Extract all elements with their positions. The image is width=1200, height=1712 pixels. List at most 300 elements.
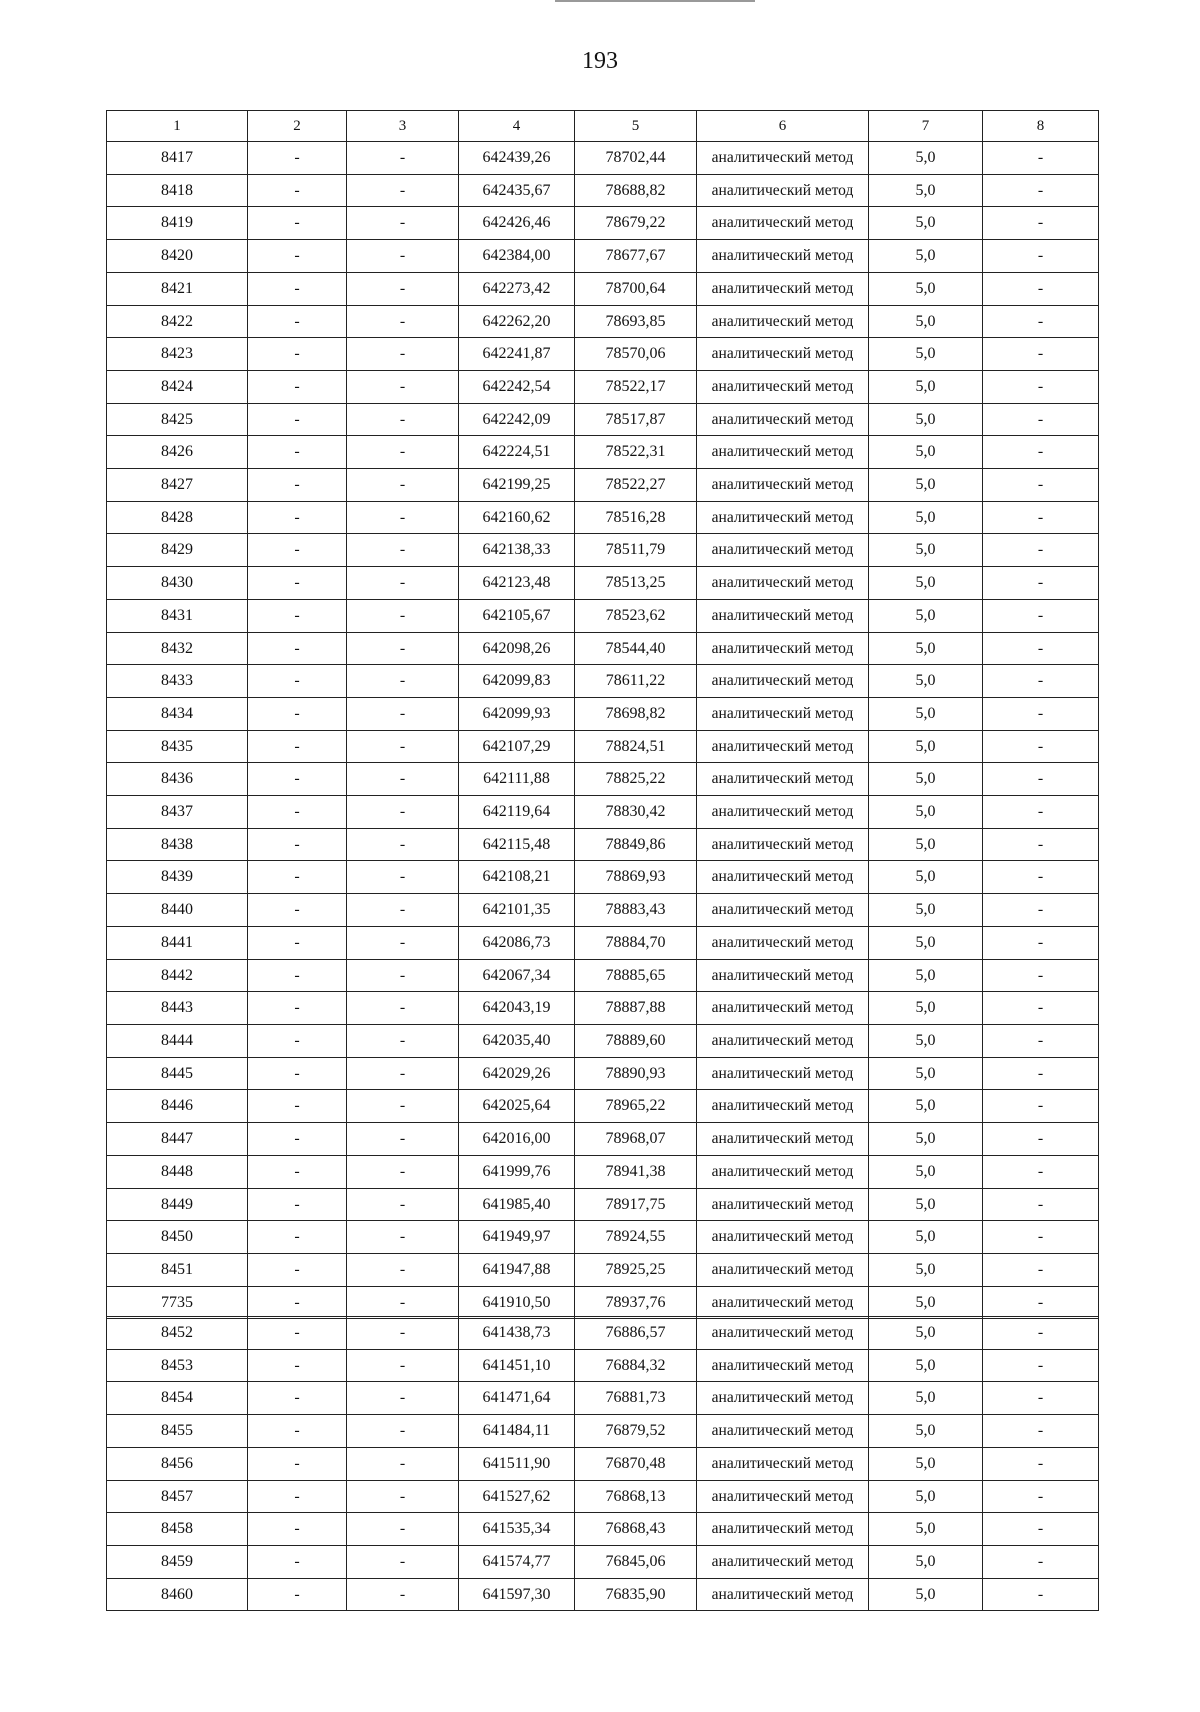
table-cell: аналитический метод <box>697 1513 869 1546</box>
table-cell: 5,0 <box>869 1382 983 1415</box>
table-cell: - <box>983 1155 1099 1188</box>
table-cell: 641451,10 <box>459 1349 575 1382</box>
table-cell: аналитический метод <box>697 207 869 240</box>
table-cell: аналитический метод <box>697 174 869 207</box>
table-cell: - <box>983 1382 1099 1415</box>
table-cell: 642273,42 <box>459 272 575 305</box>
table-row <box>107 665 1099 698</box>
table-cell: аналитический метод <box>697 1155 869 1188</box>
table-cell: - <box>983 1578 1099 1611</box>
table-cell: - <box>983 1349 1099 1382</box>
table-cell: - <box>248 796 347 829</box>
table-cell: 78968,07 <box>575 1123 697 1156</box>
table-cell: 8428 <box>107 501 248 534</box>
table-cell: 76884,32 <box>575 1349 697 1382</box>
table-cell: 78688,82 <box>575 174 697 207</box>
table-cell: 642099,93 <box>459 697 575 730</box>
table-cell: - <box>983 763 1099 796</box>
table-cell: 8430 <box>107 567 248 600</box>
table-cell: аналитический метод <box>697 1447 869 1480</box>
table-cell: аналитический метод <box>697 632 869 665</box>
table-cell: 8458 <box>107 1513 248 1546</box>
table-cell: - <box>347 1221 459 1254</box>
table-cell: - <box>983 1253 1099 1286</box>
table-cell: аналитический метод <box>697 894 869 927</box>
table-cell: 641471,64 <box>459 1382 575 1415</box>
table-cell: 78925,25 <box>575 1253 697 1286</box>
table-cell: 5,0 <box>869 796 983 829</box>
table-cell: - <box>248 1382 347 1415</box>
table-cell: - <box>983 665 1099 698</box>
table-cell: 642224,51 <box>459 436 575 469</box>
table-row <box>107 501 1099 534</box>
table-cell: 78570,06 <box>575 338 697 371</box>
table-cell: 5,0 <box>869 1480 983 1513</box>
table-cell: - <box>983 599 1099 632</box>
table-cell: 8433 <box>107 665 248 698</box>
table-row <box>107 959 1099 992</box>
table-cell: аналитический метод <box>697 305 869 338</box>
table-cell: - <box>248 1188 347 1221</box>
header-cell: 8 <box>983 111 1099 142</box>
table-cell: 5,0 <box>869 599 983 632</box>
table-cell: 5,0 <box>869 1155 983 1188</box>
table-cell: - <box>248 1578 347 1611</box>
table-cell: 8441 <box>107 926 248 959</box>
table-cell: 8427 <box>107 469 248 502</box>
table-cell: аналитический метод <box>697 469 869 502</box>
table-cell: 642086,73 <box>459 926 575 959</box>
table-cell: - <box>347 763 459 796</box>
header-cell: 2 <box>248 111 347 142</box>
table-cell: 642035,40 <box>459 1024 575 1057</box>
table-cell: 8445 <box>107 1057 248 1090</box>
table-cell: - <box>248 632 347 665</box>
table-cell: 5,0 <box>869 436 983 469</box>
table-cell: - <box>248 174 347 207</box>
header-cell: 5 <box>575 111 697 142</box>
table-cell: 642043,19 <box>459 992 575 1025</box>
table-cell: 76868,13 <box>575 1480 697 1513</box>
table-cell: - <box>248 1286 347 1319</box>
table-cell: - <box>347 1349 459 1382</box>
table-cell: 642107,29 <box>459 730 575 763</box>
table-row <box>107 174 1099 207</box>
table-row <box>107 534 1099 567</box>
table-row <box>107 828 1099 861</box>
table-cell: - <box>248 469 347 502</box>
table-cell: 8421 <box>107 272 248 305</box>
table-row <box>107 1317 1099 1350</box>
table-cell: 5,0 <box>869 207 983 240</box>
table-cell: 641438,73 <box>459 1317 575 1350</box>
table-cell: 8423 <box>107 338 248 371</box>
table-cell: 78522,27 <box>575 469 697 502</box>
table-cell: - <box>347 567 459 600</box>
table-cell: аналитический метод <box>697 665 869 698</box>
table-cell: 642108,21 <box>459 861 575 894</box>
table-cell: аналитический метод <box>697 1349 869 1382</box>
table-cell: 642067,34 <box>459 959 575 992</box>
table-cell: - <box>983 403 1099 436</box>
table-cell: 641999,76 <box>459 1155 575 1188</box>
table-cell: 78965,22 <box>575 1090 697 1123</box>
table-cell: аналитический метод <box>697 992 869 1025</box>
table-cell: - <box>347 926 459 959</box>
table-cell: аналитический метод <box>697 534 869 567</box>
table-cell: аналитический метод <box>697 370 869 403</box>
table-cell: 8442 <box>107 959 248 992</box>
table-row <box>107 894 1099 927</box>
table-cell: 78522,17 <box>575 370 697 403</box>
table-cell: аналитический метод <box>697 1317 869 1350</box>
table-cell: 8446 <box>107 1090 248 1123</box>
table-cell: 8418 <box>107 174 248 207</box>
table-cell: - <box>983 1447 1099 1480</box>
table-cell: - <box>983 796 1099 829</box>
table-cell: аналитический метод <box>697 1057 869 1090</box>
table-cell: 78513,25 <box>575 567 697 600</box>
table-cell: 78702,44 <box>575 142 697 175</box>
table-cell: аналитический метод <box>697 1090 869 1123</box>
table-cell: 5,0 <box>869 992 983 1025</box>
table-cell: 5,0 <box>869 403 983 436</box>
table-cell: 642111,88 <box>459 763 575 796</box>
table-cell: 8419 <box>107 207 248 240</box>
table-cell: - <box>983 894 1099 927</box>
table-cell: аналитический метод <box>697 501 869 534</box>
table-cell: 78924,55 <box>575 1221 697 1254</box>
table-cell: - <box>248 665 347 698</box>
table-cell: 76870,48 <box>575 1447 697 1480</box>
table-row <box>107 142 1099 175</box>
table-cell: - <box>983 469 1099 502</box>
table-cell: 5,0 <box>869 240 983 273</box>
table-cell: 5,0 <box>869 697 983 730</box>
table-row <box>107 305 1099 338</box>
table-cell: 5,0 <box>869 1447 983 1480</box>
table-cell: - <box>347 436 459 469</box>
top-edge-rule <box>555 0 755 2</box>
table-cell: - <box>248 1253 347 1286</box>
table-cell: - <box>983 926 1099 959</box>
table-cell: 642115,48 <box>459 828 575 861</box>
table-cell: 5,0 <box>869 305 983 338</box>
table-cell: - <box>983 272 1099 305</box>
table-cell: аналитический метод <box>697 959 869 992</box>
table-cell: 78885,65 <box>575 959 697 992</box>
table-row <box>107 1057 1099 1090</box>
header-cell: 4 <box>459 111 575 142</box>
table-cell: - <box>347 1480 459 1513</box>
table-cell: 8457 <box>107 1480 248 1513</box>
table-cell: 8431 <box>107 599 248 632</box>
table-cell: - <box>983 567 1099 600</box>
table-cell: 8444 <box>107 1024 248 1057</box>
table-cell: 5,0 <box>869 534 983 567</box>
table-cell: 5,0 <box>869 1578 983 1611</box>
table-cell: 78517,87 <box>575 403 697 436</box>
table-row <box>107 370 1099 403</box>
table-cell: - <box>347 632 459 665</box>
table-cell: - <box>983 1286 1099 1319</box>
table-cell: аналитический метод <box>697 599 869 632</box>
table-cell: 8447 <box>107 1123 248 1156</box>
table-cell: 78890,93 <box>575 1057 697 1090</box>
table-cell: - <box>983 534 1099 567</box>
table-cell: - <box>983 1024 1099 1057</box>
table-cell: - <box>983 1090 1099 1123</box>
table-cell: 5,0 <box>869 665 983 698</box>
table-row <box>107 436 1099 469</box>
table-cell: - <box>347 1382 459 1415</box>
table-cell: 5,0 <box>869 142 983 175</box>
table-cell: - <box>248 501 347 534</box>
table-cell: - <box>248 338 347 371</box>
table-row <box>107 1513 1099 1546</box>
table-cell: 78883,43 <box>575 894 697 927</box>
table-cell: 8451 <box>107 1253 248 1286</box>
table-cell: 8429 <box>107 534 248 567</box>
table-cell: 8456 <box>107 1447 248 1480</box>
table-row <box>107 1415 1099 1448</box>
table-cell: - <box>248 1024 347 1057</box>
table-row <box>107 240 1099 273</box>
table-cell: аналитический метод <box>697 1578 869 1611</box>
table-cell: - <box>983 828 1099 861</box>
table-cell: 78544,40 <box>575 632 697 665</box>
table-cell: - <box>347 1155 459 1188</box>
table-cell: 642025,64 <box>459 1090 575 1123</box>
table-cell: 76868,43 <box>575 1513 697 1546</box>
table-cell: 642262,20 <box>459 305 575 338</box>
table-row <box>107 1349 1099 1382</box>
table-row <box>107 403 1099 436</box>
table-cell: - <box>248 730 347 763</box>
table-row <box>107 861 1099 894</box>
table-cell: - <box>347 338 459 371</box>
page-number: 193 <box>582 48 618 74</box>
table-row <box>107 1221 1099 1254</box>
table-cell: 642016,00 <box>459 1123 575 1156</box>
table-cell: аналитический метод <box>697 828 869 861</box>
table-cell: - <box>347 992 459 1025</box>
table-cell: аналитический метод <box>697 697 869 730</box>
table-cell: - <box>248 1221 347 1254</box>
table-cell: 8448 <box>107 1155 248 1188</box>
table-cell: 5,0 <box>869 763 983 796</box>
table-cell: - <box>347 207 459 240</box>
table-cell: аналитический метод <box>697 338 869 371</box>
table-cell: - <box>347 240 459 273</box>
table-cell: 5,0 <box>869 1349 983 1382</box>
table-cell: 5,0 <box>869 567 983 600</box>
table-cell: 5,0 <box>869 1057 983 1090</box>
table-cell: 5,0 <box>869 926 983 959</box>
table-cell: 8455 <box>107 1415 248 1448</box>
table-cell: 642242,54 <box>459 370 575 403</box>
table-cell: - <box>347 403 459 436</box>
table-cell: - <box>248 861 347 894</box>
table-cell: 642242,09 <box>459 403 575 436</box>
table-cell: - <box>983 174 1099 207</box>
table-cell: 78516,28 <box>575 501 697 534</box>
table-cell: - <box>347 665 459 698</box>
table-cell: 8454 <box>107 1382 248 1415</box>
table-cell: 642384,00 <box>459 240 575 273</box>
table-cell: - <box>248 763 347 796</box>
table-cell: - <box>248 894 347 927</box>
table-cell: - <box>248 959 347 992</box>
table-cell: - <box>248 1123 347 1156</box>
table-cell: 5,0 <box>869 501 983 534</box>
table-cell: аналитический метод <box>697 1024 869 1057</box>
table-cell: 78677,67 <box>575 240 697 273</box>
table-cell: - <box>983 1188 1099 1221</box>
table-cell: 642199,25 <box>459 469 575 502</box>
table-cell: аналитический метод <box>697 1480 869 1513</box>
table-cell: 641597,30 <box>459 1578 575 1611</box>
table-cell: 5,0 <box>869 370 983 403</box>
table-cell: 5,0 <box>869 730 983 763</box>
table-cell: 641535,34 <box>459 1513 575 1546</box>
table-cell: - <box>248 305 347 338</box>
table-cell: - <box>983 1513 1099 1546</box>
table-cell: - <box>347 1057 459 1090</box>
table-cell: 78698,82 <box>575 697 697 730</box>
table-cell: 8426 <box>107 436 248 469</box>
table-cell: 78824,51 <box>575 730 697 763</box>
table-cell: - <box>248 1349 347 1382</box>
table-cell: - <box>347 730 459 763</box>
table-cell: 78917,75 <box>575 1188 697 1221</box>
table-cell: - <box>347 828 459 861</box>
table-cell: 642426,46 <box>459 207 575 240</box>
table-cell: 8459 <box>107 1545 248 1578</box>
table-cell: 5,0 <box>869 1188 983 1221</box>
table-cell: - <box>248 1480 347 1513</box>
table-cell: 8417 <box>107 142 248 175</box>
table-cell: 641985,40 <box>459 1188 575 1221</box>
table-row <box>107 1382 1099 1415</box>
table-cell: - <box>983 370 1099 403</box>
table-row <box>107 567 1099 600</box>
table-cell: аналитический метод <box>697 1221 869 1254</box>
table-row <box>107 1253 1099 1286</box>
table-cell: - <box>347 894 459 927</box>
table-cell: 78679,22 <box>575 207 697 240</box>
table-cell: 5,0 <box>869 272 983 305</box>
table-cell: - <box>347 861 459 894</box>
table-row <box>107 1123 1099 1156</box>
table-cell: аналитический метод <box>697 567 869 600</box>
table-cell: - <box>347 1578 459 1611</box>
table-cell: - <box>347 1188 459 1221</box>
table-cell: - <box>983 501 1099 534</box>
table-cell: аналитический метод <box>697 436 869 469</box>
table-cell: 642105,67 <box>459 599 575 632</box>
table-cell: 76835,90 <box>575 1578 697 1611</box>
table-cell: - <box>248 567 347 600</box>
table-cell: - <box>983 861 1099 894</box>
table-row <box>107 926 1099 959</box>
table-cell: - <box>248 436 347 469</box>
table-row <box>107 697 1099 730</box>
table-cell: аналитический метод <box>697 763 869 796</box>
table-cell: 78869,93 <box>575 861 697 894</box>
table-cell: - <box>248 370 347 403</box>
table-cell: - <box>347 305 459 338</box>
table-cell: - <box>983 142 1099 175</box>
table-cell: 8424 <box>107 370 248 403</box>
table-cell: 642101,35 <box>459 894 575 927</box>
table-cell: - <box>248 1415 347 1448</box>
table-cell: 5,0 <box>869 1513 983 1546</box>
table-cell: - <box>347 370 459 403</box>
table-cell: 642099,83 <box>459 665 575 698</box>
table-cell: - <box>347 1090 459 1123</box>
header-cell: 6 <box>697 111 869 142</box>
table-cell: 7735 <box>107 1286 248 1319</box>
table-cell: - <box>347 1317 459 1350</box>
table-cell: 641527,62 <box>459 1480 575 1513</box>
table-cell: - <box>347 1545 459 1578</box>
table-cell: 8435 <box>107 730 248 763</box>
table-cell: - <box>248 1057 347 1090</box>
table-cell: 641947,88 <box>459 1253 575 1286</box>
table-row <box>107 207 1099 240</box>
table-cell: 8450 <box>107 1221 248 1254</box>
table-cell: аналитический метод <box>697 240 869 273</box>
table-cell: 8439 <box>107 861 248 894</box>
coordinates-table-main <box>106 110 1099 1319</box>
table-cell: 8422 <box>107 305 248 338</box>
table-cell: 8452 <box>107 1317 248 1350</box>
table-cell: 78700,64 <box>575 272 697 305</box>
table-cell: - <box>983 632 1099 665</box>
table-cell: 5,0 <box>869 1090 983 1123</box>
table-cell: - <box>347 1123 459 1156</box>
table-cell: - <box>248 1545 347 1578</box>
table-cell: 641574,77 <box>459 1545 575 1578</box>
table-cell: 8420 <box>107 240 248 273</box>
table-cell: 642119,64 <box>459 796 575 829</box>
table-cell: - <box>983 959 1099 992</box>
table-cell: аналитический метод <box>697 861 869 894</box>
table-row <box>107 1155 1099 1188</box>
table-cell: аналитический метод <box>697 1286 869 1319</box>
table-cell: 8434 <box>107 697 248 730</box>
table-row <box>107 469 1099 502</box>
table-cell: аналитический метод <box>697 142 869 175</box>
table-cell: 76881,73 <box>575 1382 697 1415</box>
table-row <box>107 992 1099 1025</box>
table-cell: - <box>347 142 459 175</box>
table-cell: 641910,50 <box>459 1286 575 1319</box>
table-cell: - <box>347 1513 459 1546</box>
table-cell: - <box>983 1057 1099 1090</box>
header-cell: 1 <box>107 111 248 142</box>
table-cell: - <box>347 272 459 305</box>
table-cell: - <box>983 697 1099 730</box>
table-cell: 78941,38 <box>575 1155 697 1188</box>
table-cell: - <box>248 1317 347 1350</box>
table-cell: - <box>347 501 459 534</box>
table-cell: - <box>983 1317 1099 1350</box>
table-cell: 8436 <box>107 763 248 796</box>
table-row <box>107 632 1099 665</box>
table-cell: 8440 <box>107 894 248 927</box>
